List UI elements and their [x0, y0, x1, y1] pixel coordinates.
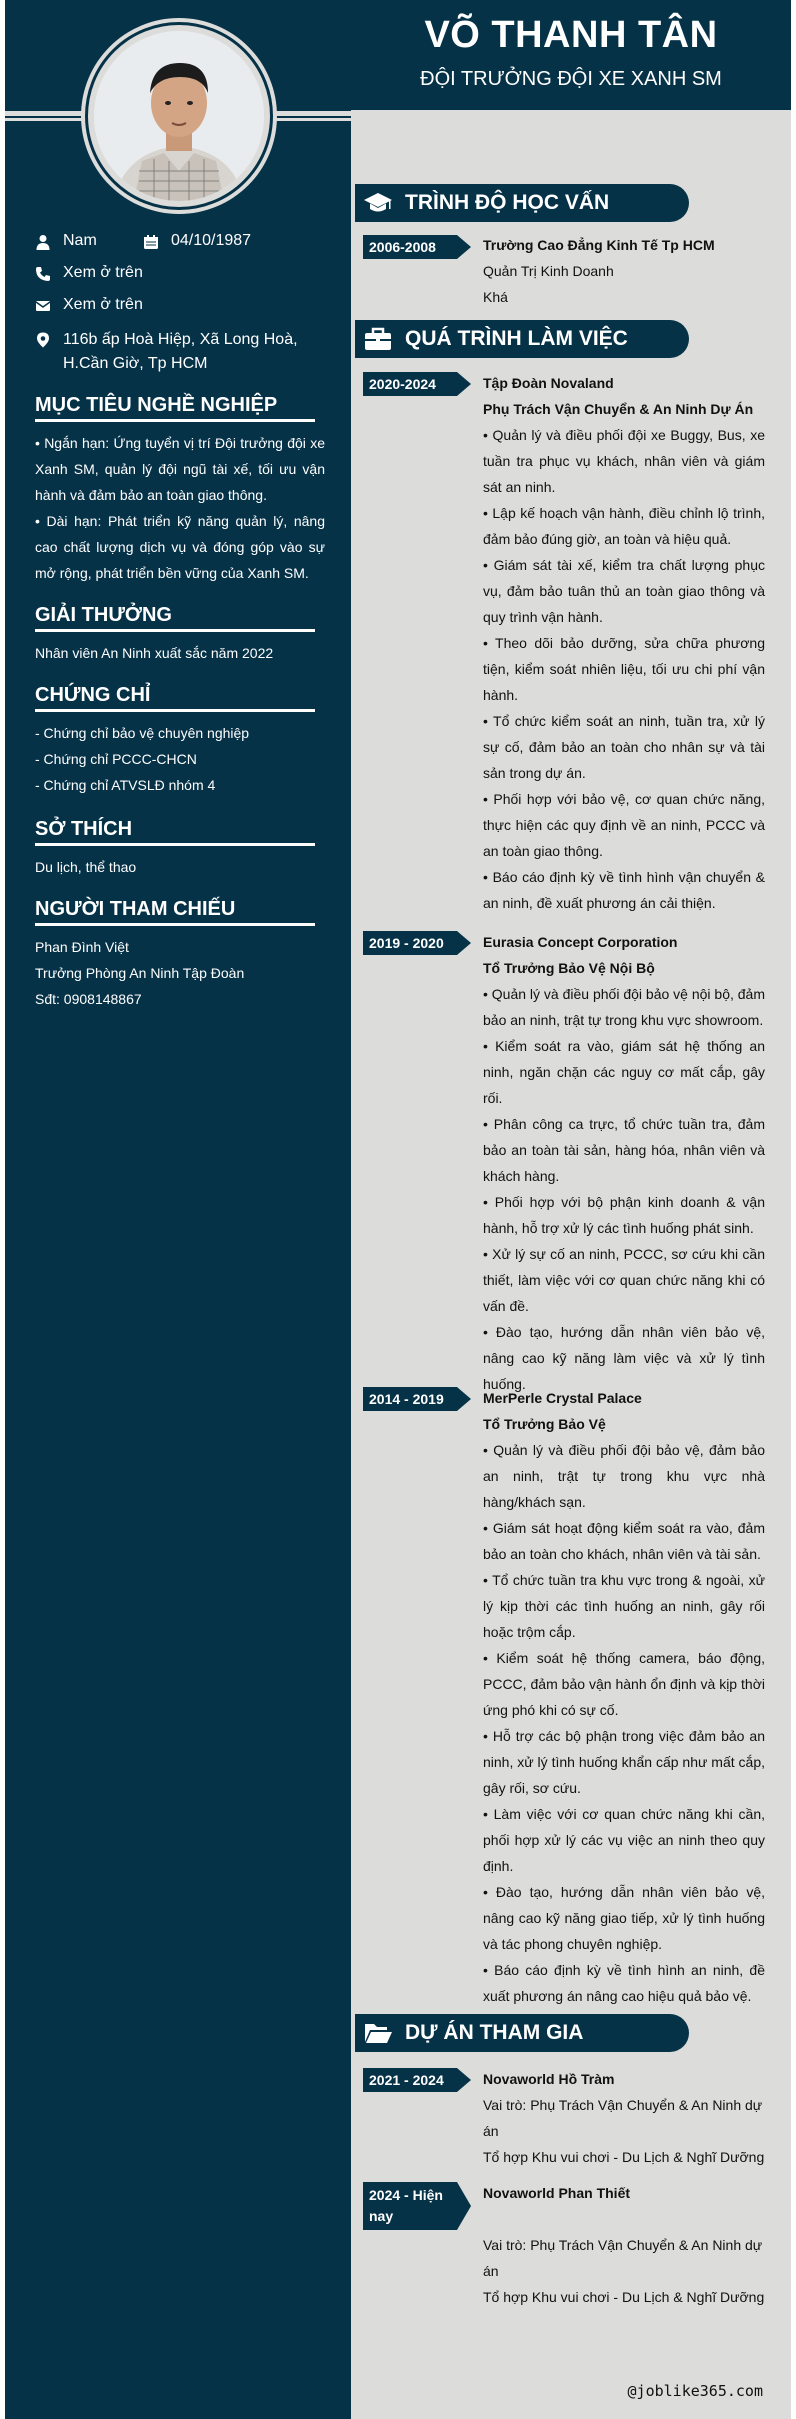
project-role: Vai trò: Phụ Trách Vận Chuyển & An Ninh dự án: [483, 2237, 763, 2279]
project-date: [363, 2182, 471, 2230]
objective-text: [35, 430, 325, 586]
project-date: [363, 2068, 471, 2092]
company-name: Tập Đoàn Novaland: [483, 375, 614, 391]
project-name: Novaworld Phan Thiết: [483, 2185, 631, 2201]
reference-phone: Sđt: 0908148867: [35, 991, 142, 1007]
job-point: • Quản lý và điều phối đội xe Buggy, Bus, xe tuần tra phục vụ khách, nhân viên và giám sát an ninh.: [483, 427, 765, 495]
job-point: • Hỗ trợ các bộ phận trong việc đảm bảo an ninh, xử lý tình huống khẩn cấp như mất cắp, gây rối, sơ cứu.: [483, 1728, 765, 1796]
award-item: Nhân viên An Ninh xuất sắc năm 2022: [35, 645, 274, 661]
references-list: [35, 934, 325, 1012]
company-name: MerPerle Crystal Palace: [483, 1390, 642, 1406]
job-role: Tổ Trưởng Bảo Vệ Nội Bộ: [483, 960, 655, 976]
address-value: 116b ấp Hoà Hiệp, Xã Long Hoà, H.Cần Giờ, Tp HCM: [63, 331, 298, 372]
job-date: [363, 372, 471, 396]
content-top-band: [351, 121, 791, 129]
job-point: • Giám sát tài xế, kiểm tra chất lượng phục vụ, đảm bảo tuân thủ an toàn giao thông và quy trình vận hành.: [483, 557, 765, 625]
job-point: • Kiểm soát ra vào, giám sát hệ thống an ninh, ngăn chặn các nguy cơ mất cắp, gây rối.: [483, 1038, 765, 1106]
avatar: [85, 22, 273, 210]
job-entry: [483, 370, 765, 916]
job-point: • Tổ chức kiểm soát an ninh, tuần tra, xử lý sự cố, đảm bảo an toàn cho nhân sự và tài sản trong dự án.: [483, 713, 765, 781]
job-point: • Báo cáo định kỳ về tình hình an ninh, đề xuất phương án nâng cao hiệu quả bảo vệ.: [483, 1962, 765, 2004]
grade: Khá: [483, 289, 508, 305]
email-value: Xem ở trên: [63, 296, 143, 313]
job-point: • Kiểm soát hệ thống camera, báo động, PCCC, đảm bảo vận hành ổn định và kịp thời ứng phó khi có sự cố.: [483, 1650, 765, 1718]
gender-value: Nam: [63, 232, 97, 249]
certificate-item: - Chứng chỉ ATVSLĐ nhóm 4: [35, 777, 216, 793]
job-entry: [483, 929, 765, 1397]
certificates-list: [35, 720, 325, 798]
projects-heading: [355, 2014, 689, 2052]
job-point: • Làm việc với cơ quan chức năng khi cần, phối hợp xử lý các vụ việc an ninh theo quy định.: [483, 1806, 765, 1874]
gender-row: [35, 232, 97, 250]
objective-heading: MỤC TIÊU NGHỀ NGHIỆP: [35, 394, 315, 422]
project-desc: Tổ hợp Khu vui chơi - Du Lịch & Nghĩ Dưỡng: [483, 2289, 765, 2305]
education-date-label: 2006-2008: [369, 239, 436, 255]
phone-row: [35, 264, 143, 282]
candidate-title: ĐỘI TRƯỞNG ĐỘI XE XANH SM: [420, 68, 722, 90]
user-icon: [35, 234, 51, 250]
hobby-item: Du lịch, thể thao: [35, 859, 137, 875]
awards-heading: GIẢI THƯỞNG: [35, 604, 315, 632]
hobbies-list: [35, 854, 325, 880]
envelope-icon: [35, 298, 51, 314]
job-point: • Đào tạo, hướng dẫn nhân viên bảo vệ, nâng cao kỹ năng giao tiếp, xử lý tình huống và tác phong chuyên nghiệp.: [483, 1884, 765, 1952]
briefcase-icon: [363, 326, 393, 352]
job-entry: [483, 1385, 765, 2009]
job-date: [363, 931, 471, 955]
job-point: • Báo cáo định kỳ về tình hình vận chuyển & an ninh, đề xuất phương án cải thiện.: [483, 869, 765, 911]
job-point: • Quản lý và điều phối đội bảo vệ, đảm bảo an ninh, trật tự trong khu vực nhà hàng/khách sạn.: [483, 1442, 765, 1510]
reference-position: Trưởng Phòng An Ninh Tập Đoàn: [35, 965, 245, 981]
major: Quản Trị Kinh Doanh: [483, 263, 614, 279]
education-date: [363, 235, 471, 259]
job-point: • Tổ chức tuần tra khu vực trong & ngoài, xử lý kịp thời các tình huống an ninh, gây rối hoặc trộm cắp.: [483, 1572, 765, 1640]
objective-long-term: • Dài hạn: Phát triển kỹ năng quản lý, nâng cao chất lượng dịch vụ và đóng góp vào sự mở rộng, phát triển bền vững của Xanh SM.: [35, 513, 325, 581]
reference-name: Phan Đình Việt: [35, 939, 129, 955]
job-role: Phụ Trách Vận Chuyển & An Ninh Dự Án: [483, 401, 754, 417]
project-role: Vai trò: Phụ Trách Vận Chuyển & An Ninh dự án: [483, 2097, 763, 2139]
awards-list: [35, 640, 325, 666]
project-entry: [483, 2066, 765, 2170]
references-heading: NGƯỜI THAM CHIẾU: [35, 898, 315, 926]
job-date-label: 2020-2024: [369, 376, 436, 392]
certificate-item: - Chứng chỉ PCCC-CHCN: [35, 751, 197, 767]
job-date: [363, 1387, 471, 1411]
project-name: Novaworld Hồ Tràm: [483, 2071, 615, 2087]
spacer: [483, 2206, 765, 2232]
job-role: Tổ Trưởng Bảo Vệ: [483, 1416, 606, 1432]
graduation-cap-icon: [363, 190, 393, 216]
education-entry: [483, 232, 765, 310]
job-point: • Quản lý và điều phối đội bảo vệ nội bộ, đảm bảo an ninh, trật tự trong khu vực showroom.: [483, 986, 765, 1028]
certificates-heading: CHỨNG CHỈ: [35, 684, 315, 712]
dob-value: 04/10/1987: [171, 232, 252, 249]
project-desc: Tổ hợp Khu vui chơi - Du Lịch & Nghĩ Dưỡng: [483, 2149, 765, 2165]
education-heading-label: TRÌNH ĐỘ HỌC VẤN: [405, 191, 610, 214]
address-row: [35, 328, 325, 376]
company-name: Eurasia Concept Corporation: [483, 934, 678, 950]
hobbies-heading: SỞ THÍCH: [35, 818, 315, 846]
folder-open-icon: [363, 2020, 393, 2046]
job-point: • Lập kế hoạch vận hành, điều chỉnh lộ trình, đảm bảo đúng giờ, an toàn và hiệu quả.: [483, 505, 765, 547]
job-point: • Theo dõi bảo dưỡng, sửa chữa phương tiện, kiểm soát nhiên liệu, tối ưu chi phí vận hành.: [483, 635, 765, 703]
dob-row: [143, 232, 251, 250]
job-point: • Xử lý sự cố an ninh, PCCC, sơ cứu khi cần thiết, làm việc với cơ quan chức năng khi có vấn đề.: [483, 1246, 765, 1314]
projects-heading-label: DỰ ÁN THAM GIA: [405, 2021, 584, 2044]
education-heading: [355, 184, 689, 222]
experience-heading: [355, 320, 689, 358]
avatar-photo: [94, 31, 264, 201]
project-date-label: 2024 - Hiện nay: [369, 2187, 443, 2224]
email-row: [35, 296, 143, 314]
objective-short-term: • Ngắn hạn: Ứng tuyển vị trí Đội trưởng đội xe Xanh SM, quản lý đội ngũ tài xế, tối ưu vận hành và đảm bảo an toàn giao thông.: [35, 435, 325, 503]
calendar-icon: [143, 234, 159, 250]
job-point: • Phân công ca trực, tổ chức tuần tra, đảm bảo an toàn tài sản, hàng hóa, nhân viên và khách hàng.: [483, 1116, 765, 1184]
job-date-label: 2019 - 2020: [369, 935, 444, 951]
phone-value: Xem ở trên: [63, 264, 143, 281]
project-date-label: 2021 - 2024: [369, 2072, 444, 2088]
job-point: • Phối hợp với bộ phận kinh doanh & vận hành, hỗ trợ xử lý các tình huống phát sinh.: [483, 1194, 765, 1236]
experience-heading-label: QUÁ TRÌNH LÀM VIỆC: [405, 327, 628, 350]
candidate-name: VÕ THANH TÂN: [424, 14, 718, 56]
map-pin-icon: [35, 332, 51, 348]
school-name: Trường Cao Đẳng Kinh Tế Tp HCM: [483, 237, 715, 253]
job-date-label: 2014 - 2019: [369, 1391, 444, 1407]
cv-page: [5, 0, 791, 2419]
job-point: • Giám sát hoạt động kiểm soát ra vào, đảm bảo an toàn cho khách, nhân viên và tài sản.: [483, 1520, 765, 1562]
job-point: • Đào tạo, hướng dẫn nhân viên bảo vệ, nâng cao kỹ năng làm việc và xử lý tình huống.: [483, 1324, 765, 1392]
project-entry: [483, 2180, 765, 2310]
certificate-item: - Chứng chỉ bảo vệ chuyên nghiệp: [35, 725, 250, 741]
job-point: • Phối hợp với bảo vệ, cơ quan chức năng, thực hiện các quy định về an ninh, PCCC và an toàn giao thông.: [483, 791, 765, 859]
phone-icon: [35, 266, 51, 282]
footer-brand: @joblike365.com: [627, 2382, 763, 2400]
